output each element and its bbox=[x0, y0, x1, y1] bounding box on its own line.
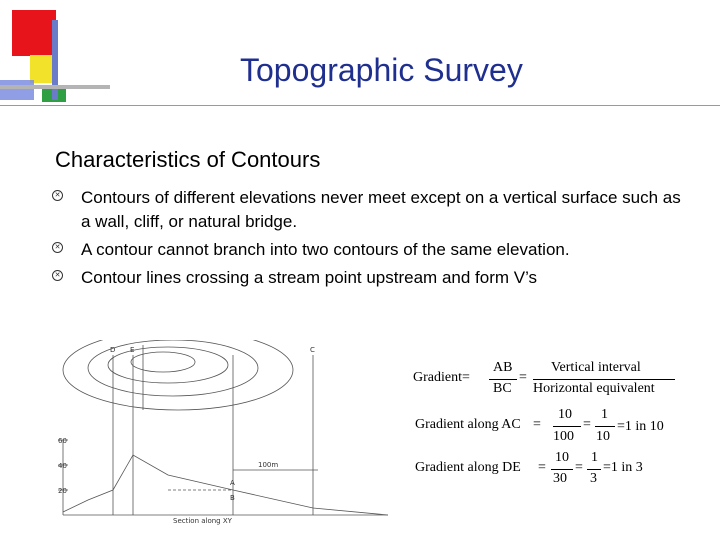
equals-sign: = bbox=[519, 370, 527, 385]
y-tick-label: 60 bbox=[58, 437, 67, 445]
circled-x-icon: ✕ bbox=[52, 242, 63, 253]
fraction-bar bbox=[489, 379, 517, 380]
equals-sign: = bbox=[533, 417, 541, 432]
de-denominator: 3 bbox=[590, 471, 597, 486]
gradient-label: Gradient= bbox=[413, 370, 470, 385]
contour-line bbox=[63, 340, 293, 410]
distance-label: 100m bbox=[258, 461, 279, 469]
equals-sign: = bbox=[575, 460, 583, 475]
fraction-bar bbox=[551, 469, 573, 470]
fraction-bar bbox=[533, 379, 675, 380]
bullet-text: A contour cannot branch into two contours of the same elevation. bbox=[81, 240, 570, 259]
point-label-c: C bbox=[310, 346, 315, 354]
gradient-numerator: AB bbox=[493, 360, 513, 375]
slide-logo bbox=[0, 0, 110, 110]
ac-result: =1 in 10 bbox=[617, 419, 664, 434]
title-divider bbox=[0, 105, 720, 106]
de-numerator: 1 bbox=[591, 450, 598, 465]
contour-diagram bbox=[58, 340, 398, 525]
point-label-b: B bbox=[230, 494, 235, 502]
point-label-e: E bbox=[130, 346, 135, 354]
bullet-text: Contour lines crossing a stream point upstream and form V’s bbox=[81, 268, 538, 287]
de-denominator: 30 bbox=[553, 471, 567, 486]
point-label-a: A bbox=[230, 479, 235, 487]
equals-sign: = bbox=[538, 460, 546, 475]
gradient-formulas bbox=[405, 350, 705, 500]
ac-numerator: 1 bbox=[601, 407, 608, 422]
section-label: Section along XY bbox=[173, 517, 232, 525]
ac-gradient-label: Gradient along AC bbox=[415, 417, 521, 432]
point-label-d: D bbox=[110, 346, 116, 354]
circled-x-icon: ✕ bbox=[52, 190, 63, 201]
de-numerator: 10 bbox=[555, 450, 569, 465]
horizontal-equivalent-label: Horizontal equivalent bbox=[533, 381, 655, 396]
slide-title: Topographic Survey bbox=[240, 52, 523, 88]
ac-denominator: 10 bbox=[596, 429, 610, 444]
gradient-denominator: BC bbox=[493, 381, 512, 396]
contour-line bbox=[131, 352, 195, 372]
y-tick-label: 20 bbox=[58, 487, 67, 495]
de-result: =1 in 3 bbox=[603, 460, 643, 475]
bullet-text: Contours of different elevations never meet except on a vertical surface such as a wall, cliff, or natural bridge. bbox=[81, 188, 681, 231]
ac-numerator: 10 bbox=[558, 407, 572, 422]
fraction-bar bbox=[553, 426, 581, 427]
section-heading: Characteristics of Contours bbox=[55, 147, 321, 172]
ac-denominator: 100 bbox=[553, 429, 574, 444]
circled-x-icon: ✕ bbox=[52, 270, 63, 281]
vertical-interval-label: Vertical interval bbox=[551, 360, 641, 375]
de-gradient-label: Gradient along DE bbox=[415, 460, 521, 475]
fraction-bar bbox=[595, 426, 615, 427]
fraction-bar bbox=[587, 469, 601, 470]
equals-sign: = bbox=[583, 417, 591, 432]
y-tick-label: 40 bbox=[58, 462, 67, 470]
